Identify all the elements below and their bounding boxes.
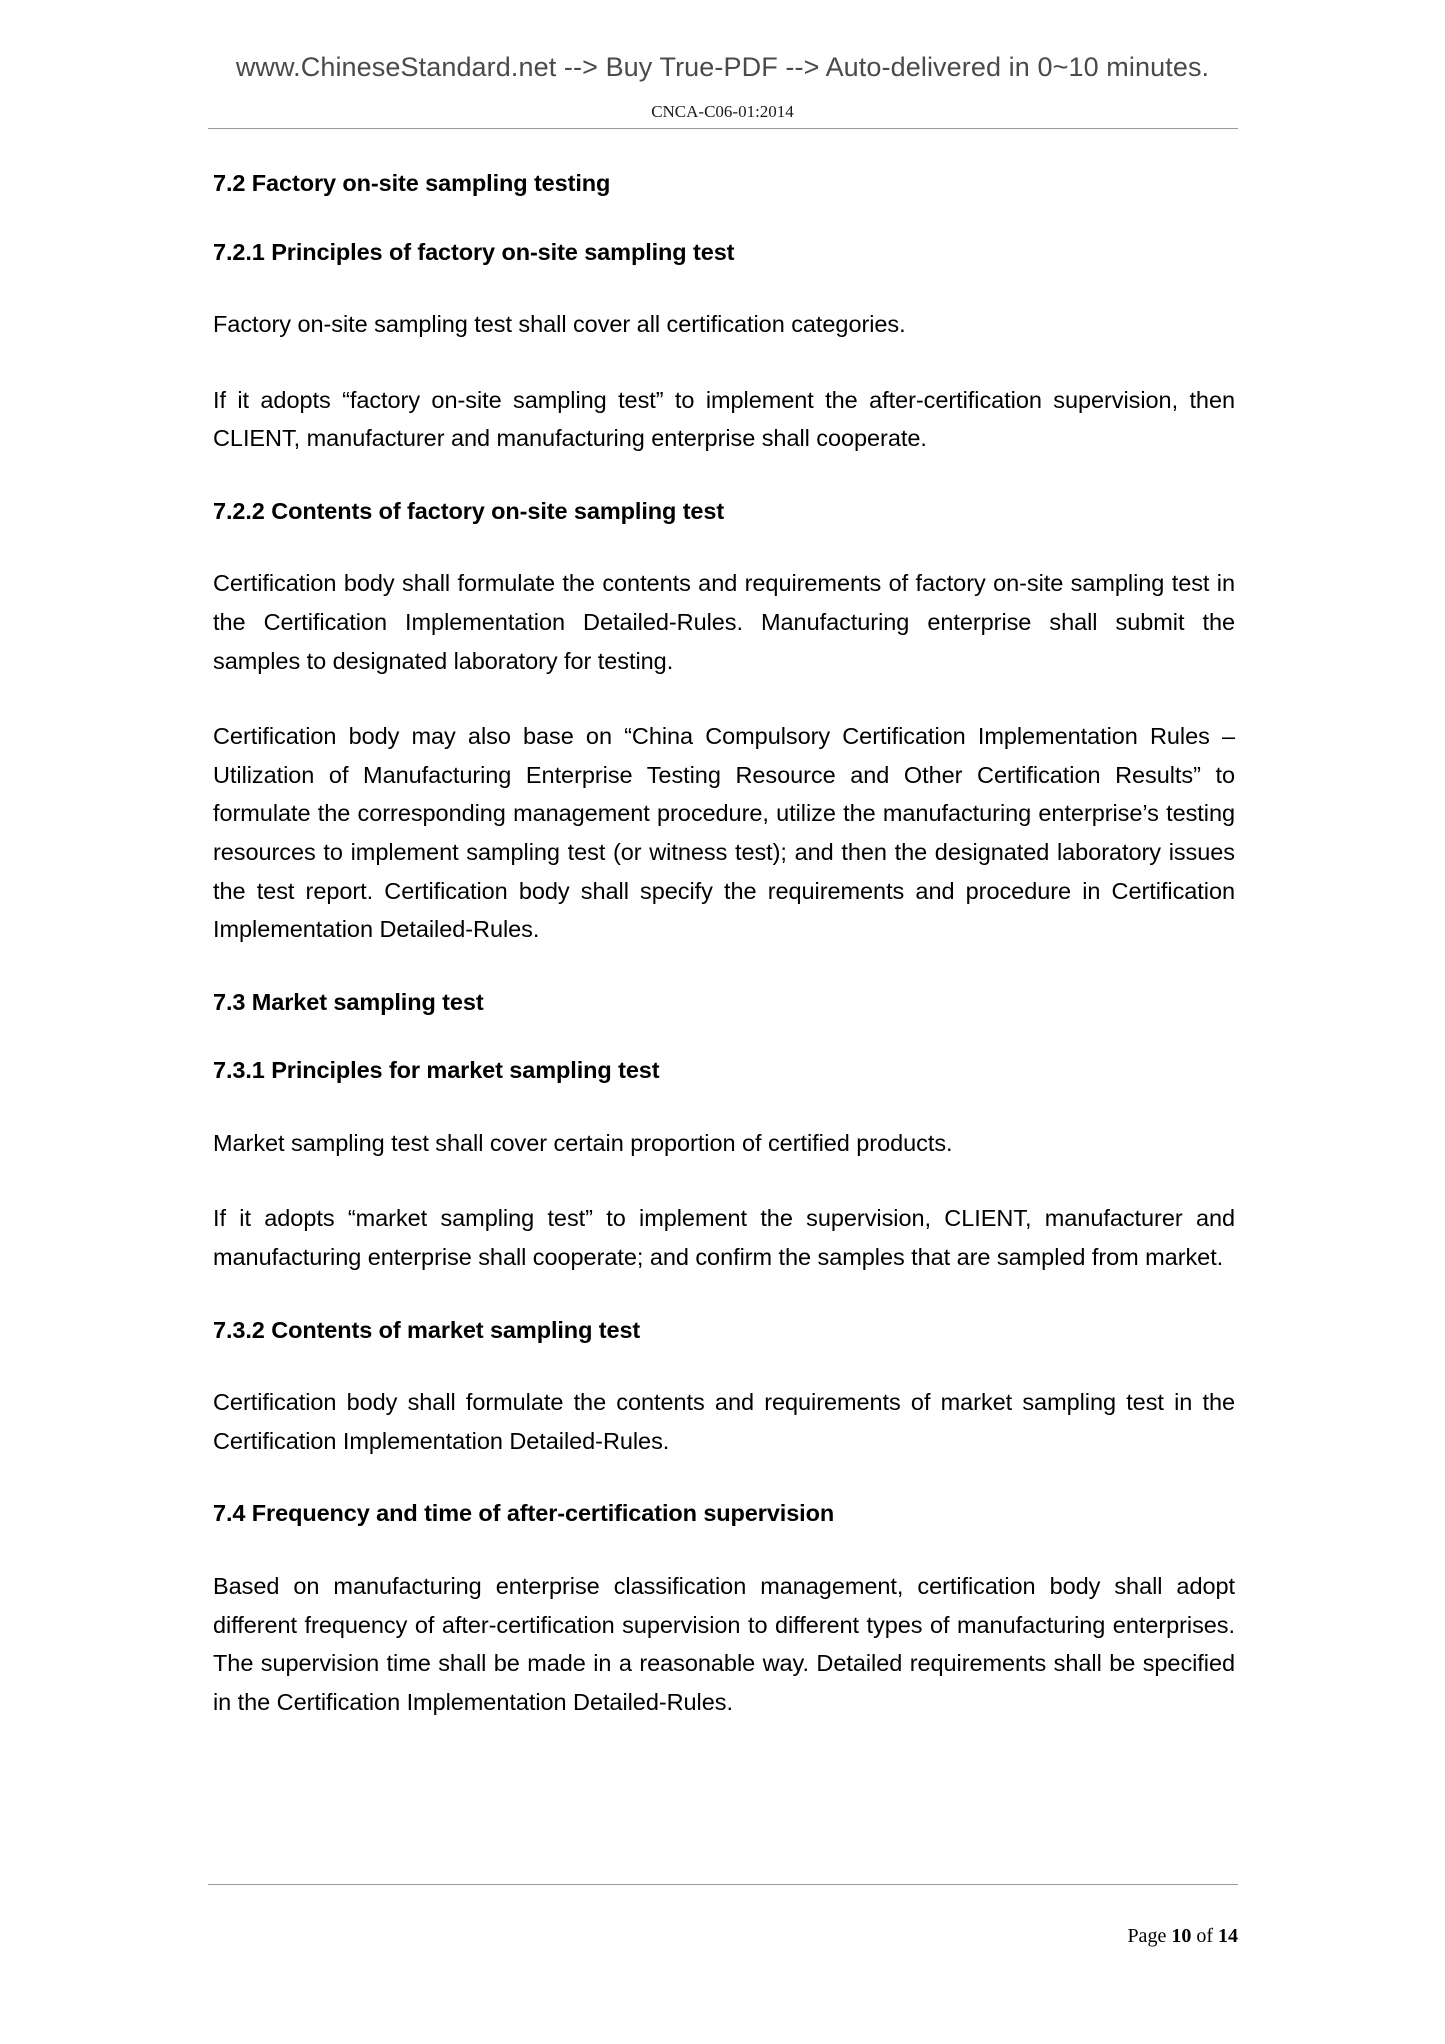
spacer (213, 1017, 1235, 1055)
heading-7-4: 7.4 Frequency and time of after-certification supervision (213, 1500, 835, 1527)
spacer (213, 1277, 1235, 1315)
spacer (213, 949, 1235, 987)
heading-7-2-2: 7.2.2 Contents of factory on-site sampling test (213, 497, 725, 524)
paragraph-7-2-1-b: If it adopts “factory on-site sampling test” to implement the after-certification supervision, then CLIENT, manufacturer and manufacturing enterprise shall cooperate. (213, 386, 1235, 452)
heading-7-2: 7.2 Factory on-site sampling testing (213, 170, 611, 196)
paragraph-7-3-1-b: If it adopts “market sampling test” to implement the supervision, CLIENT, manufacturer and manufacturing enterprise shall cooperate; and confirm the samples that are sampled from market. (213, 1205, 1235, 1271)
spacer (213, 1460, 1235, 1498)
spacer (213, 1162, 1235, 1199)
spacer (213, 1086, 1235, 1124)
spacer (213, 199, 1235, 237)
heading-7-3: 7.3 Market sampling test (213, 988, 484, 1015)
paragraph-7-2-2-b: Certification body may also base on “China Compulsory Certification Implementation Rules – Utilization of Manufacturing Enterprise Testing Resource and Other Certification Results” to formulate the corresponding management procedure, utilize the manufacturing enterprise’s testing resources to implement sampling test (or witness test); and then the designated laboratory issues the test report. Certification body shall specify the requirements and procedure in Certification Implementation Detailed-Rules. (213, 723, 1235, 943)
spacer (213, 1529, 1235, 1567)
footer-current-page: 10 (1171, 1925, 1192, 1947)
paragraph-7-4-a: Based on manufacturing enterprise classification management, certification body shall adopt different frequency of after-certification supervision to different types of manufacturing enterprises. The supervision time shall be made in a reasonable way. Detailed requirements shall be specified in the Certification Implementation Detailed-Rules. (213, 1572, 1235, 1715)
heading-7-2-1: 7.2.1 Principles of factory on-site sampling test (213, 238, 735, 265)
spacer (213, 680, 1235, 717)
paragraph-7-2-1-a: Factory on-site sampling test shall cover all certification categories. (213, 311, 906, 338)
footer-prefix: Page (1127, 1925, 1172, 1947)
heading-7-3-1: 7.3.1 Principles for market sampling test (213, 1057, 660, 1084)
paragraph-7-3-1-a: Market sampling test shall cover certain proportion of certified products. (213, 1129, 953, 1156)
spacer (213, 1345, 1235, 1383)
spacer (213, 458, 1235, 496)
footer-divider (208, 1884, 1238, 1885)
header-standard-number: CNCA-C06-01:2014 (651, 102, 794, 121)
spacer (213, 344, 1235, 381)
heading-7-3-2: 7.3.2 Contents of market sampling test (213, 1316, 641, 1343)
spacer (213, 267, 1235, 305)
spacer (213, 526, 1235, 564)
document-content (213, 168, 1235, 1721)
paragraph-7-2-2-a: Certification body shall formulate the contents and requirements of factory on-site sampling test in the Certification Implementation Detailed-Rules. Manufacturing enterprise shall submit the samples to designated laboratory for testing. (213, 570, 1235, 674)
footer-middle: of (1191, 1925, 1218, 1947)
watermark-promo-text: www.ChineseStandard.net --> Buy True-PDF --> Auto-delivered in 0~10 minutes. (235, 52, 1210, 82)
paragraph-7-3-2-a: Certification body shall formulate the contents and requirements of market sampling test in the Certification Implementation Detailed-Rules. (213, 1389, 1235, 1454)
page-number-footer (208, 1925, 1238, 1948)
footer-total-pages: 14 (1218, 1925, 1238, 1947)
header-divider (208, 128, 1238, 129)
